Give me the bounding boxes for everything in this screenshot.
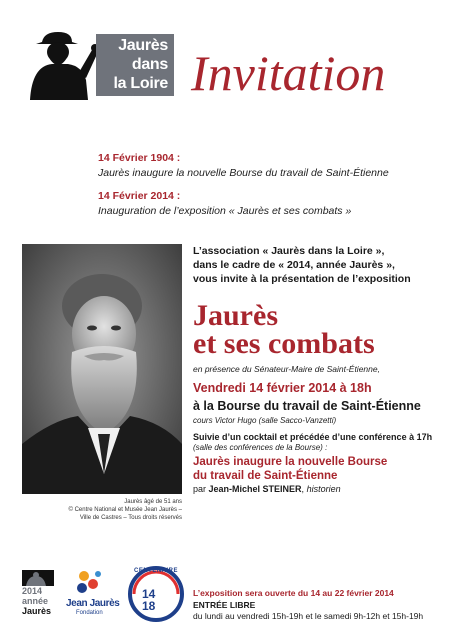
caption-line-3: Ville de Castres – Tous droits réservés xyxy=(79,515,182,521)
logo-2014-year: 2014 xyxy=(22,586,43,596)
date-heading: 14 Février 2014 : xyxy=(98,190,181,202)
jaures-dans-la-loire-logo xyxy=(22,34,172,98)
jaures-portrait-photo xyxy=(22,244,182,494)
logo-2014-text xyxy=(22,586,51,616)
speaker-prefix: par xyxy=(193,484,209,494)
photo-caption xyxy=(22,498,182,522)
fondation-mark-icon xyxy=(66,566,120,598)
centenaire-word: CENTENAIRE xyxy=(134,568,179,574)
opening-hours: du lundi au vendredi 15h-19h et le samedi 9h-12h et 15h-19h xyxy=(193,611,424,621)
date-entry-1904 xyxy=(98,152,389,179)
speaker-separator: , xyxy=(301,484,307,494)
logo-2014-annee: année xyxy=(22,596,49,606)
centenaire-years: 14 18 xyxy=(142,587,156,613)
jaures-silhouette-icon xyxy=(22,30,106,100)
date-entry-2014 xyxy=(98,190,351,217)
caption-line-1: Jaurès âgé de 51 ans xyxy=(124,499,182,505)
date-description: Jaurès inaugure la nouvelle Bourse du travail de Saint-Étienne xyxy=(98,167,389,179)
conference-title-line-1: Jaurès inaugure la nouvelle Bourse xyxy=(193,456,388,468)
logo-line-3: la Loire xyxy=(113,75,168,92)
exhibition-title-line-2: et ses combats xyxy=(193,327,375,360)
presence-note: en présence du Sénateur-Maire de Saint-Étienne, xyxy=(193,364,380,374)
speaker-name: Jean-Michel STEINER xyxy=(208,484,302,494)
event-address: cours Victor Hugo (salle Sacco-Vanzetti) xyxy=(193,416,337,425)
exhibition-open-dates: L’exposition sera ouverte du 14 au 22 février 2014 xyxy=(193,588,394,598)
page-title: Invitation xyxy=(191,45,386,101)
intro-line-2: dans le cadre de « 2014, année Jaurès », xyxy=(193,259,395,271)
logo-line-2: dans xyxy=(131,56,168,73)
event-venue: à la Bourse du travail de Saint-Étienne xyxy=(193,399,421,413)
fondation-jean-jaures-logo xyxy=(66,566,120,622)
intro-line-1: L’association « Jaurès dans la Loire », xyxy=(193,245,385,257)
conference-location: (salle des conférences de la Bourse) : xyxy=(193,443,328,452)
jaures-mini-silhouette-icon xyxy=(22,570,54,586)
caption-line-2: © Centre National et Musée Jean Jaurès – xyxy=(68,507,182,513)
annee-jaures-2014-logo xyxy=(22,570,54,618)
speaker-role: historien xyxy=(306,484,341,494)
conference-speaker xyxy=(193,484,341,494)
logo-gray-panel xyxy=(96,34,174,96)
centenaire-14-18-logo xyxy=(128,564,184,624)
logo-2014-jaures: Jaurès xyxy=(22,606,52,616)
date-description: Inauguration de l’exposition « Jaurès et ses combats » xyxy=(98,205,352,217)
logo-line-1: Jaurès xyxy=(118,37,168,54)
conference-title xyxy=(193,455,387,483)
exhibition-title xyxy=(193,299,375,360)
event-date: Vendredi 14 février 2014 à 18h xyxy=(193,381,372,395)
date-heading: 14 Février 1904 : xyxy=(98,152,181,164)
fondation-name: Jean Jaurès xyxy=(66,598,120,609)
exhibition-title-line-1: Jaurès xyxy=(193,299,278,332)
conference-title-line-2: du travail de Saint-Étienne xyxy=(193,470,338,482)
conference-intro: Suivie d’un cocktail et précédée d’une conférence à 17h xyxy=(193,432,433,442)
intro-line-3: vous invite à la présentation de l’exposition xyxy=(193,273,411,285)
free-entry-label: ENTRÉE LIBRE xyxy=(193,600,256,610)
invitation-intro xyxy=(193,244,443,286)
fondation-subtitle: Fondation xyxy=(76,610,103,616)
